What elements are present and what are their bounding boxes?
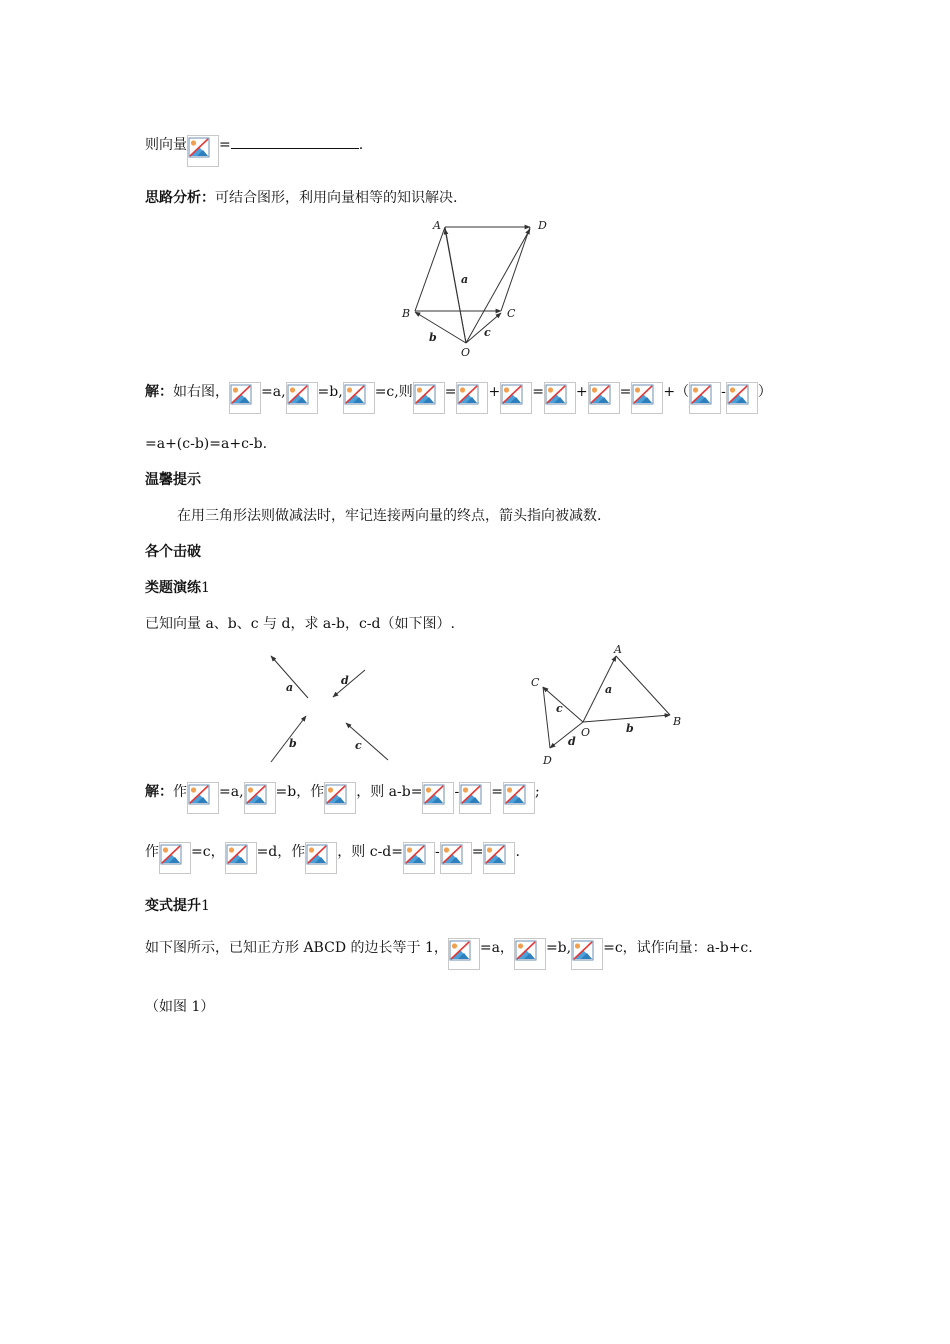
label-c: c [556, 702, 563, 715]
label-c: c [484, 326, 491, 339]
image-placeholder-icon [448, 938, 480, 970]
figure-vector-construction [528, 642, 688, 767]
image-placeholder-icon [305, 842, 337, 874]
text-segment: ） [757, 384, 772, 400]
text-segment: . [515, 844, 520, 860]
figure-vector-parallelogram [395, 215, 560, 360]
exercise-text: 已知向量 a、b、c 与 d，求 a-b，c-d（如下图）. [145, 616, 455, 632]
image-placeholder-icon [403, 842, 435, 874]
image-placeholder-icon [187, 782, 219, 814]
text-segment: 如右图， [173, 384, 229, 400]
exercise-number: 1 [201, 580, 210, 596]
variant-heading-text: 变式提升 [145, 898, 201, 914]
label-D: D [538, 219, 547, 232]
label-d: d [568, 735, 576, 748]
text-segment: =c， [191, 844, 225, 860]
text-segment: =a， [479, 940, 514, 956]
label-B: B [673, 715, 682, 728]
text-segment: =b，作 [275, 784, 325, 800]
label-O: O [461, 346, 471, 359]
label-a: a [286, 681, 294, 694]
solution-result: =a+(c-b)=a+c-b. [145, 436, 268, 452]
tip-heading: 温馨提示 [145, 472, 201, 488]
text-segment: =c,则 [374, 384, 413, 400]
image-placeholder-icon [588, 382, 620, 414]
text-segment: = [491, 784, 503, 800]
period: . [358, 137, 364, 153]
variant-heading [145, 896, 210, 916]
text-segment: = [619, 384, 632, 400]
solution2-line-2 [145, 836, 520, 868]
image-placeholder-icon [159, 842, 191, 874]
label-D: D [543, 754, 552, 767]
text-segment: +（ [663, 384, 690, 400]
figure-four-vectors [255, 650, 405, 768]
image-placeholder-icon [500, 382, 532, 414]
image-placeholder-icon [544, 382, 576, 414]
text-segment: =a, [219, 784, 244, 800]
analysis-line [145, 188, 457, 208]
solution-line-2 [145, 434, 267, 454]
text-segment: + [488, 384, 501, 400]
text-segment: =d，作 [256, 844, 306, 860]
solution2-line-1 [145, 776, 540, 808]
solution-label: 解： [145, 384, 173, 400]
image-placeholder-icon [459, 782, 491, 814]
label-O: O [581, 726, 591, 739]
question-line [145, 129, 363, 161]
label-A: A [614, 643, 622, 656]
label-c: c [355, 739, 362, 752]
image-placeholder-icon [286, 382, 318, 414]
image-placeholder-icon [726, 382, 758, 414]
solution-line-1 [145, 376, 772, 408]
image-placeholder-icon [456, 382, 488, 414]
label-b: b [429, 331, 437, 344]
label-b: b [626, 722, 634, 735]
text-segment: 作 [145, 844, 159, 860]
figure-note: （如图 1） [145, 999, 215, 1015]
text-segment: - [721, 384, 726, 400]
image-placeholder-icon [187, 135, 219, 167]
section-heading: 各个击破 [145, 544, 201, 560]
image-placeholder-icon [413, 382, 445, 414]
image-placeholder-icon [503, 782, 535, 814]
image-placeholder-icon [422, 782, 454, 814]
image-placeholder-icon [483, 842, 515, 874]
image-placeholder-icon [229, 382, 261, 414]
text-segment: ，则 a-b= [356, 784, 423, 800]
image-placeholder-icon [689, 382, 721, 414]
label-a: a [605, 683, 613, 696]
text-segment: = [471, 844, 484, 860]
variant-text-line [145, 932, 753, 964]
text-segment: ; [534, 784, 540, 800]
text-segment: =b, [545, 940, 572, 956]
text-segment: = [444, 384, 457, 400]
text-segment: =b, [317, 384, 343, 400]
text-segment: 作 [173, 784, 187, 800]
text-segment: = [532, 384, 544, 400]
equals-sign: = [219, 137, 231, 153]
image-placeholder-icon [225, 842, 257, 874]
text-segment: - [435, 844, 440, 860]
image-placeholder-icon [244, 782, 276, 814]
image-placeholder-icon [324, 782, 356, 814]
text-segment: + [575, 384, 588, 400]
image-placeholder-icon [343, 382, 375, 414]
text-segment: =a, [261, 384, 286, 400]
label-C: C [531, 676, 540, 689]
exercise-heading [145, 578, 210, 598]
text-segment: ，则 c-d= [337, 844, 403, 860]
analysis-label: 思路分析： [145, 190, 215, 206]
text-segment: =c，试作向量：a-b+c. [603, 940, 753, 956]
image-placeholder-icon [571, 938, 603, 970]
analysis-text: 可结合图形，利用向量相等的知识解决. [215, 190, 458, 206]
tip-text: 在用三角形法则做减法时，牢记连接两向量的终点，箭头指向被减数. [177, 508, 602, 524]
answer-blank [231, 134, 359, 149]
label-A: A [433, 219, 441, 232]
image-placeholder-icon [440, 842, 472, 874]
label-C: C [507, 307, 516, 320]
text-segment: 如下图所示，已知正方形 ABCD 的边长等于 1， [145, 940, 448, 956]
image-placeholder-icon [631, 382, 663, 414]
label-B: B [402, 307, 411, 320]
question-prefix: 则向量 [145, 137, 187, 153]
variant-number: 1 [201, 898, 210, 914]
label-a: a [461, 273, 469, 286]
exercise-heading-text: 类题演练 [145, 580, 201, 596]
image-placeholder-icon [514, 938, 546, 970]
solution-label: 解： [145, 784, 173, 800]
label-b: b [289, 737, 297, 750]
label-d: d [341, 674, 349, 687]
text-segment: - [454, 784, 460, 800]
